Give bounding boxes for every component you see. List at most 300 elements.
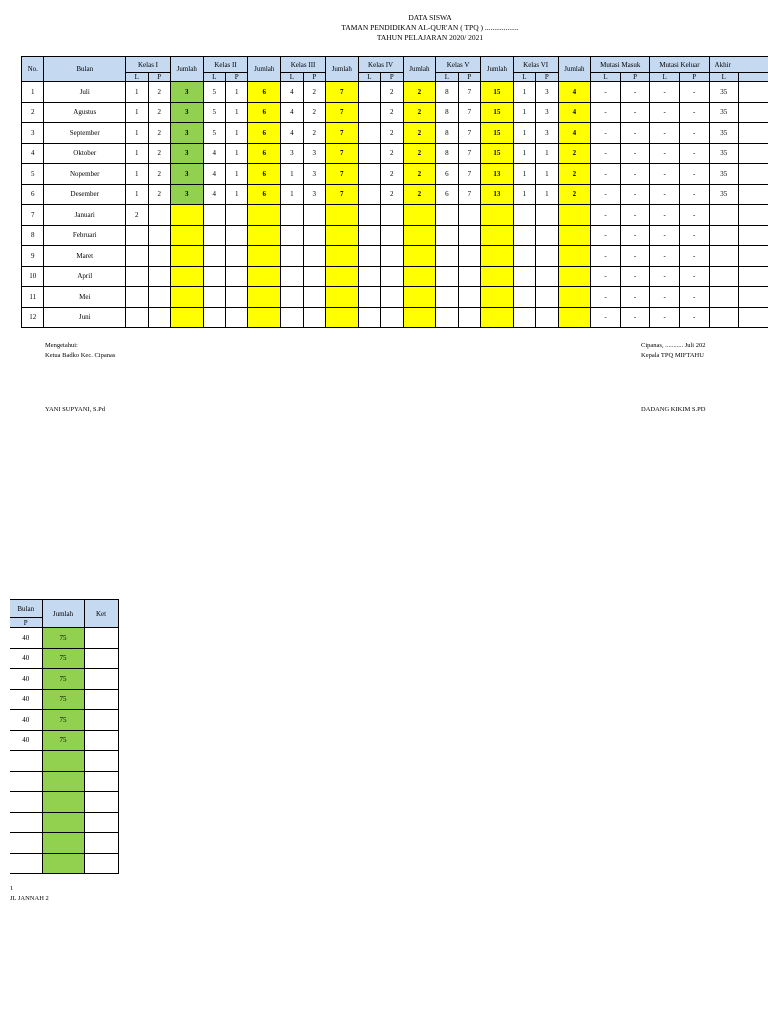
summary-row (10, 710, 118, 731)
count-total: 3 (170, 184, 203, 205)
count-total: 6 (248, 102, 281, 123)
mutasi-masuk-l: - (591, 143, 621, 164)
count-p (226, 266, 248, 287)
count-p: 1 (536, 184, 558, 205)
row-month: Nopember (44, 164, 126, 185)
count-total (481, 266, 514, 287)
count-l (358, 164, 380, 185)
count-l: 4 (281, 82, 303, 103)
akhir-l: 35 (709, 164, 739, 185)
count-l: 5 (203, 123, 225, 144)
count-p (536, 246, 558, 267)
summary-jumlah: 75 (42, 689, 84, 710)
count-p: 7 (458, 82, 480, 103)
header-p: P (620, 73, 650, 82)
row-month: Agustus (44, 102, 126, 123)
mutasi-masuk-l: - (591, 164, 621, 185)
mutasi-masuk-p: - (620, 225, 650, 246)
row-number: 5 (22, 164, 44, 185)
count-l (281, 266, 303, 287)
count-p (536, 266, 558, 287)
count-p: 2 (148, 123, 170, 144)
table-row (22, 205, 768, 226)
mutasi-keluar-l: - (650, 246, 680, 267)
header-kelas-5: Kelas V (436, 57, 481, 73)
count-p (458, 287, 480, 308)
count-total: 6 (248, 164, 281, 185)
count-total: 3 (170, 164, 203, 185)
count-l: 4 (203, 143, 225, 164)
summary-p (10, 771, 42, 792)
summary-header-bulan: Bulan (10, 600, 42, 618)
count-total: 2 (558, 184, 591, 205)
summary-jumlah: 75 (42, 669, 84, 690)
count-total (170, 287, 203, 308)
header-p: P (303, 73, 325, 82)
count-p: 3 (303, 184, 325, 205)
count-l (513, 266, 535, 287)
row-number: 4 (22, 143, 44, 164)
summary-p (10, 853, 42, 874)
count-p (381, 205, 403, 226)
akhir-l (709, 225, 739, 246)
count-p (303, 287, 325, 308)
count-p (458, 266, 480, 287)
mutasi-masuk-p: - (620, 205, 650, 226)
count-l: 8 (436, 123, 458, 144)
count-total (558, 266, 591, 287)
count-l (513, 287, 535, 308)
count-l (203, 287, 225, 308)
count-l: 6 (436, 164, 458, 185)
count-total (481, 287, 514, 308)
header-l: L (358, 73, 380, 82)
summary-ket (84, 648, 118, 669)
count-total: 13 (481, 164, 514, 185)
count-p (148, 246, 170, 267)
header-p: P (679, 73, 709, 82)
count-total: 2 (403, 164, 436, 185)
mutasi-keluar-l: - (650, 307, 680, 328)
mutasi-keluar-l: - (650, 164, 680, 185)
count-l: 4 (281, 123, 303, 144)
count-p: 1 (226, 82, 248, 103)
row-month: Juli (44, 82, 126, 103)
count-p (226, 307, 248, 328)
count-p: 1 (226, 164, 248, 185)
count-p: 7 (458, 102, 480, 123)
akhir-p (739, 287, 768, 308)
header-l: L (591, 73, 621, 82)
akhir-p (739, 266, 768, 287)
summary-jumlah: 75 (42, 730, 84, 751)
count-total (481, 225, 514, 246)
count-total: 2 (558, 143, 591, 164)
count-l (358, 184, 380, 205)
summary-jumlah (42, 812, 84, 833)
header-bulan: Bulan (44, 57, 126, 82)
mutasi-masuk-p: - (620, 184, 650, 205)
count-l: 4 (281, 102, 303, 123)
count-p: 7 (458, 184, 480, 205)
count-p: 2 (148, 164, 170, 185)
count-total (481, 307, 514, 328)
summary-header-p: P (10, 618, 42, 628)
table-row (22, 123, 768, 144)
count-total: 3 (170, 123, 203, 144)
count-p (148, 266, 170, 287)
count-l (513, 307, 535, 328)
mutasi-keluar-l: - (650, 266, 680, 287)
count-total (325, 225, 358, 246)
summary-p: 40 (10, 730, 42, 751)
akhir-l: 35 (709, 184, 739, 205)
count-p: 2 (381, 164, 403, 185)
akhir-l (709, 287, 739, 308)
summary-ket (84, 710, 118, 731)
count-total: 13 (481, 184, 514, 205)
summary-p (10, 792, 42, 813)
count-total: 15 (481, 143, 514, 164)
mutasi-masuk-l: - (591, 123, 621, 144)
mutasi-masuk-l: - (591, 225, 621, 246)
count-total (325, 246, 358, 267)
header-l: L (709, 73, 739, 82)
count-p (148, 287, 170, 308)
header-jumlah: Jumlah (558, 57, 591, 82)
count-total: 2 (558, 164, 591, 185)
count-l: 8 (436, 102, 458, 123)
mutasi-keluar-l: - (650, 82, 680, 103)
akhir-l: 35 (709, 143, 739, 164)
count-l: 1 (513, 164, 535, 185)
count-total: 7 (325, 143, 358, 164)
mutasi-keluar-p: - (679, 225, 709, 246)
count-total: 6 (248, 82, 281, 103)
count-total (558, 225, 591, 246)
header-l: L (436, 73, 458, 82)
count-total (403, 266, 436, 287)
count-total: 4 (558, 102, 591, 123)
count-l (358, 225, 380, 246)
header-akhir: Akhir (709, 57, 768, 73)
summary-jumlah (42, 853, 84, 874)
count-p (303, 205, 325, 226)
count-total (403, 205, 436, 226)
row-number: 7 (22, 205, 44, 226)
signature-left-name: YANI SUPYANI, S.Pd (45, 406, 105, 413)
mutasi-masuk-l: - (591, 184, 621, 205)
header-kelas-2: Kelas II (203, 57, 248, 73)
count-p (226, 205, 248, 226)
mutasi-keluar-l: - (650, 287, 680, 308)
table-row (22, 184, 768, 205)
summary-ket (84, 730, 118, 751)
count-p: 3 (303, 164, 325, 185)
akhir-l (709, 205, 739, 226)
header-jumlah: Jumlah (325, 57, 358, 82)
header-p: P (536, 73, 558, 82)
count-l (513, 205, 535, 226)
akhir-l: 35 (709, 123, 739, 144)
table-row (22, 82, 768, 103)
akhir-p (739, 164, 768, 185)
row-number: 3 (22, 123, 44, 144)
count-total (558, 287, 591, 308)
mutasi-keluar-p: - (679, 266, 709, 287)
header-jumlah: Jumlah (248, 57, 281, 82)
count-l: 1 (281, 164, 303, 185)
table-row (22, 246, 768, 267)
count-total (481, 246, 514, 267)
count-p (148, 225, 170, 246)
count-p: 1 (226, 143, 248, 164)
count-l: 1 (281, 184, 303, 205)
summary-p: 40 (10, 689, 42, 710)
count-total (403, 225, 436, 246)
summary-p (10, 812, 42, 833)
footer-number: 1 (10, 885, 14, 892)
count-total: 15 (481, 82, 514, 103)
mutasi-keluar-p: - (679, 102, 709, 123)
mutasi-masuk-l: - (591, 205, 621, 226)
count-p (458, 205, 480, 226)
mutasi-masuk-p: - (620, 287, 650, 308)
akhir-p (739, 143, 768, 164)
count-total: 4 (558, 123, 591, 144)
row-number: 6 (22, 184, 44, 205)
count-l (513, 246, 535, 267)
count-p: 2 (148, 82, 170, 103)
count-p: 3 (536, 123, 558, 144)
count-total: 3 (170, 102, 203, 123)
count-p: 1 (226, 184, 248, 205)
student-data-table (21, 56, 768, 328)
akhir-l (709, 307, 739, 328)
count-p: 2 (381, 82, 403, 103)
count-l (281, 246, 303, 267)
row-month: Februari (44, 225, 126, 246)
footer-text: JL JANNAH 2 (10, 895, 49, 902)
header-kelas-6: Kelas VI (513, 57, 558, 73)
akhir-l (709, 246, 739, 267)
count-l: 8 (436, 82, 458, 103)
row-number: 10 (22, 266, 44, 287)
count-p (226, 246, 248, 267)
summary-ket (84, 751, 118, 772)
mutasi-masuk-p: - (620, 143, 650, 164)
summary-p: 40 (10, 669, 42, 690)
count-total: 6 (248, 143, 281, 164)
summary-row (10, 669, 118, 690)
header-kelas-4: Kelas IV (358, 57, 403, 73)
count-l: 1 (513, 143, 535, 164)
count-p (226, 225, 248, 246)
count-total (325, 205, 358, 226)
count-l (203, 307, 225, 328)
count-p (303, 307, 325, 328)
count-l (358, 123, 380, 144)
row-month: Januari (44, 205, 126, 226)
signature-right-name: DADANG KIKIM S.PD (641, 406, 706, 413)
count-l: 8 (436, 143, 458, 164)
count-l (203, 246, 225, 267)
summary-row (10, 689, 118, 710)
akhir-p (739, 307, 768, 328)
signature-left-title: Ketua Badko Kec. Cipanas (45, 352, 116, 359)
signature-right-date: Cipanas, ........... Juli 202 (641, 342, 706, 349)
header-mutasi-masuk: Mutasi Masuk (591, 57, 650, 73)
count-l (358, 266, 380, 287)
count-total: 2 (403, 143, 436, 164)
table-row (22, 102, 768, 123)
row-number: 2 (22, 102, 44, 123)
count-l (436, 246, 458, 267)
header-kelas-3: Kelas III (281, 57, 326, 73)
count-total: 15 (481, 102, 514, 123)
count-l: 5 (203, 102, 225, 123)
row-number: 9 (22, 246, 44, 267)
mutasi-masuk-l: - (591, 82, 621, 103)
count-total: 7 (325, 184, 358, 205)
count-p (536, 205, 558, 226)
count-l (126, 246, 148, 267)
count-p (458, 307, 480, 328)
summary-row (10, 853, 118, 874)
akhir-p (739, 82, 768, 103)
title-line-2: TAMAN PENDIDIKAN AL-QUR'AN ( TPQ ) .................. (341, 23, 519, 32)
count-p: 2 (303, 123, 325, 144)
akhir-p (739, 102, 768, 123)
mutasi-keluar-p: - (679, 143, 709, 164)
count-l (358, 205, 380, 226)
row-month: April (44, 266, 126, 287)
row-number: 1 (22, 82, 44, 103)
header-jumlah: Jumlah (403, 57, 436, 82)
summary-ket (84, 689, 118, 710)
count-p: 2 (303, 102, 325, 123)
table-row (22, 307, 768, 328)
akhir-p (739, 123, 768, 144)
count-p (536, 287, 558, 308)
count-l (436, 266, 458, 287)
count-l (358, 307, 380, 328)
mutasi-masuk-p: - (620, 82, 650, 103)
summary-p: 40 (10, 628, 42, 649)
summary-row (10, 628, 118, 649)
summary-p (10, 833, 42, 854)
summary-header-jumlah: Jumlah (42, 600, 84, 628)
mutasi-keluar-p: - (679, 246, 709, 267)
summary-row (10, 812, 118, 833)
count-l: 4 (203, 184, 225, 205)
count-total: 3 (170, 82, 203, 103)
header-p: P (381, 73, 403, 82)
summary-row (10, 792, 118, 813)
count-l (436, 205, 458, 226)
mutasi-masuk-p: - (620, 102, 650, 123)
header-l: L (650, 73, 680, 82)
count-l: 1 (513, 184, 535, 205)
count-p (148, 307, 170, 328)
akhir-l (709, 266, 739, 287)
summary-header-ket: Ket (84, 600, 118, 628)
row-number: 11 (22, 287, 44, 308)
count-p: 7 (458, 164, 480, 185)
count-total: 6 (248, 123, 281, 144)
summary-ket (84, 771, 118, 792)
count-l: 1 (126, 164, 148, 185)
count-p: 2 (148, 102, 170, 123)
count-l (436, 287, 458, 308)
count-l (203, 225, 225, 246)
count-total (403, 307, 436, 328)
count-l (358, 287, 380, 308)
summary-ket (84, 792, 118, 813)
count-l: 6 (436, 184, 458, 205)
row-month: Mei (44, 287, 126, 308)
mutasi-keluar-l: - (650, 225, 680, 246)
summary-ket (84, 812, 118, 833)
summary-jumlah: 75 (42, 710, 84, 731)
count-total: 4 (558, 82, 591, 103)
count-p: 2 (303, 82, 325, 103)
count-p (226, 287, 248, 308)
title-line-1: DATA SISWA (408, 13, 452, 22)
mutasi-masuk-l: - (591, 102, 621, 123)
row-month: Maret (44, 246, 126, 267)
count-p (381, 246, 403, 267)
count-total: 2 (403, 102, 436, 123)
akhir-p (739, 246, 768, 267)
summary-ket (84, 669, 118, 690)
count-l (436, 225, 458, 246)
count-p (536, 225, 558, 246)
count-l: 3 (281, 143, 303, 164)
count-p: 2 (381, 184, 403, 205)
count-p: 7 (458, 143, 480, 164)
count-l: 1 (126, 102, 148, 123)
count-l: 2 (126, 205, 148, 226)
count-p: 2 (381, 143, 403, 164)
count-l (281, 287, 303, 308)
count-total (248, 205, 281, 226)
summary-row (10, 751, 118, 772)
akhir-l: 35 (709, 82, 739, 103)
table-row (22, 266, 768, 287)
count-p: 7 (458, 123, 480, 144)
signature-right-title: Kepala TPQ MIFTAHU (641, 352, 704, 359)
count-total: 2 (403, 184, 436, 205)
mutasi-masuk-l: - (591, 266, 621, 287)
count-p (458, 246, 480, 267)
count-p: 1 (536, 143, 558, 164)
count-l: 4 (203, 164, 225, 185)
summary-row (10, 833, 118, 854)
count-total (403, 287, 436, 308)
header-l: L (203, 73, 225, 82)
summary-row (10, 648, 118, 669)
count-total: 15 (481, 123, 514, 144)
count-p: 2 (148, 143, 170, 164)
count-total (170, 266, 203, 287)
count-l (358, 82, 380, 103)
count-l: 1 (513, 123, 535, 144)
count-p: 1 (226, 102, 248, 123)
table-row (22, 287, 768, 308)
count-l (281, 225, 303, 246)
count-l (436, 307, 458, 328)
